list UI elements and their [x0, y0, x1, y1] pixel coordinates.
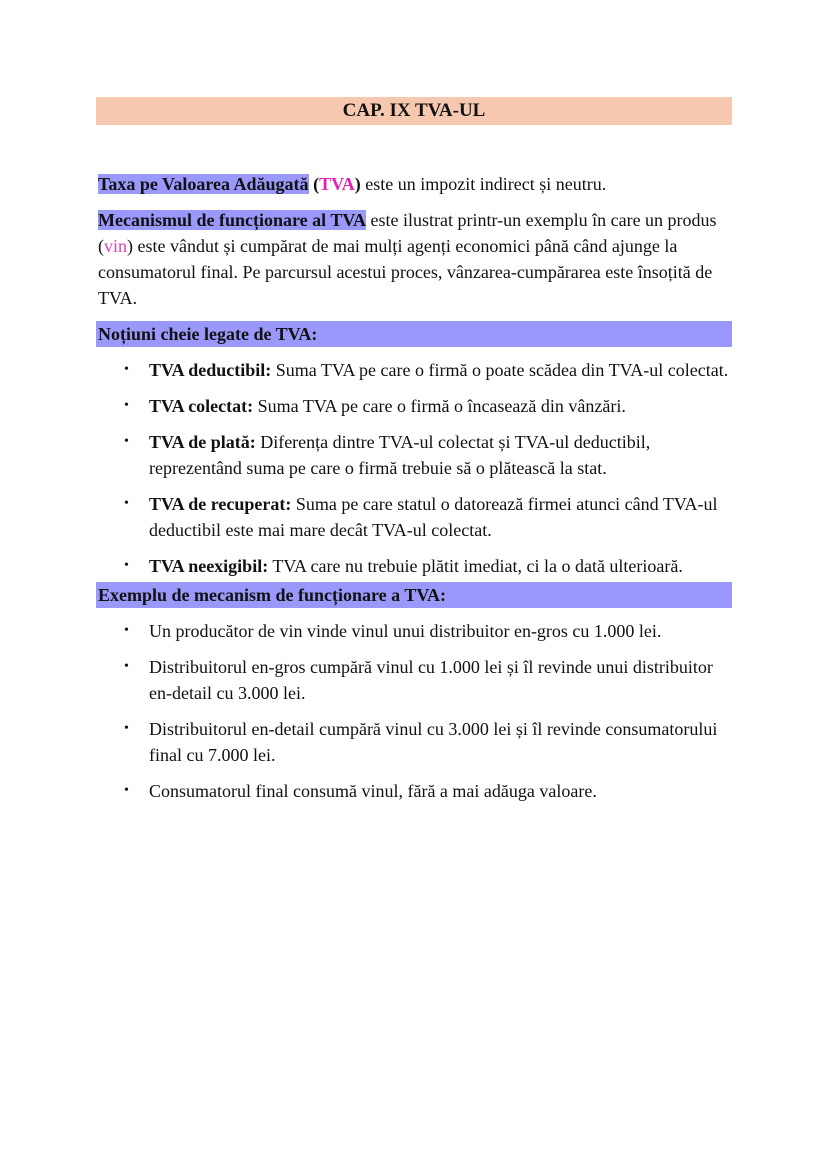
example-step: Distribuitorul en-detail cumpără vinul cu 3.000 lei și îl revinde consumatorului final cu 7.000 lei. [149, 719, 718, 765]
intro-paragraph-mechanism [98, 207, 732, 311]
example-step: Consumatorul final consumă vinul, fără a mai adăuga valoare. [149, 781, 597, 801]
definition: TVA care nu trebuie plătit imediat, ci la o dată ulterioară. [268, 556, 683, 576]
key-notions-list [96, 357, 732, 579]
definition-text: este un impozit indirect și neutru. [360, 174, 607, 194]
close-paren: ) [354, 174, 361, 194]
bullet-icon: • [124, 783, 129, 798]
term: TVA de plată: [149, 432, 256, 452]
bullet-icon: • [124, 362, 129, 377]
intro-paragraph-definition [98, 171, 732, 197]
example-step: Un producător de vin vinde vinul unui distribuitor en-gros cu 1.000 lei. [149, 621, 662, 641]
bullet-icon: • [124, 623, 129, 638]
section-heading-key-notions: Noțiuni cheie legate de TVA: [96, 321, 732, 347]
list-item [96, 716, 732, 768]
list-item [96, 491, 732, 543]
term: TVA de recuperat: [149, 494, 292, 514]
list-item [96, 654, 732, 706]
definition: Suma pe care statul o datorează firmei atunci când TVA-ul deductibil este mai mare decât TVA-ul colectat. [149, 494, 718, 540]
list-item [96, 553, 732, 579]
list-item [96, 618, 732, 644]
example-word-vin: vin [104, 236, 128, 256]
term: TVA deductibil: [149, 360, 272, 380]
open-paren: ( [308, 174, 320, 194]
example-list [96, 618, 732, 804]
term: TVA neexigibil: [149, 556, 269, 576]
bullet-icon: • [124, 496, 129, 511]
section-heading-example: Exemplu de mecanism de funcționare a TVA: [96, 582, 732, 608]
acronym-tva: TVA [319, 174, 355, 194]
mechanism-text-after: ) este vândut și cumpărat de mai mulți agenți economici până când ajunge la consumatorul final. Pe parcursul acestui proces, vânzarea-cumpărarea este însoțită de TVA. [98, 236, 713, 308]
bullet-icon: • [124, 398, 129, 413]
definition: Suma TVA pe care o firmă o poate scădea din TVA-ul colectat. [271, 360, 729, 380]
bullet-icon: • [124, 659, 129, 674]
document-page [96, 97, 732, 804]
list-item [96, 357, 732, 383]
list-item [96, 393, 732, 419]
mechanism-text-before: este ilustrat printr-un exemplu în care un produs ( [98, 210, 717, 256]
bullet-icon: • [124, 721, 129, 736]
list-item [96, 429, 732, 481]
definition: Suma TVA pe care o firmă o încasează din vânzări. [253, 396, 626, 416]
highlighted-term-mecanism: Mecanismul de funcționare al TVA [98, 210, 367, 230]
bullet-icon: • [124, 434, 129, 449]
list-item [96, 778, 732, 804]
term: TVA colectat: [149, 396, 254, 416]
chapter-title: CAP. IX TVA-UL [96, 97, 732, 125]
bullet-icon: • [124, 558, 129, 573]
example-step: Distribuitorul en-gros cumpără vinul cu 1.000 lei și îl revinde unui distribuitor en-detail cu 3.000 lei. [149, 657, 713, 703]
highlighted-term-taxa: Taxa pe Valoarea Adăugată [98, 174, 309, 194]
definition: Diferența dintre TVA-ul colectat și TVA-ul deductibil, reprezentând suma pe care o firmă trebuie să o plătească la stat. [149, 432, 651, 478]
